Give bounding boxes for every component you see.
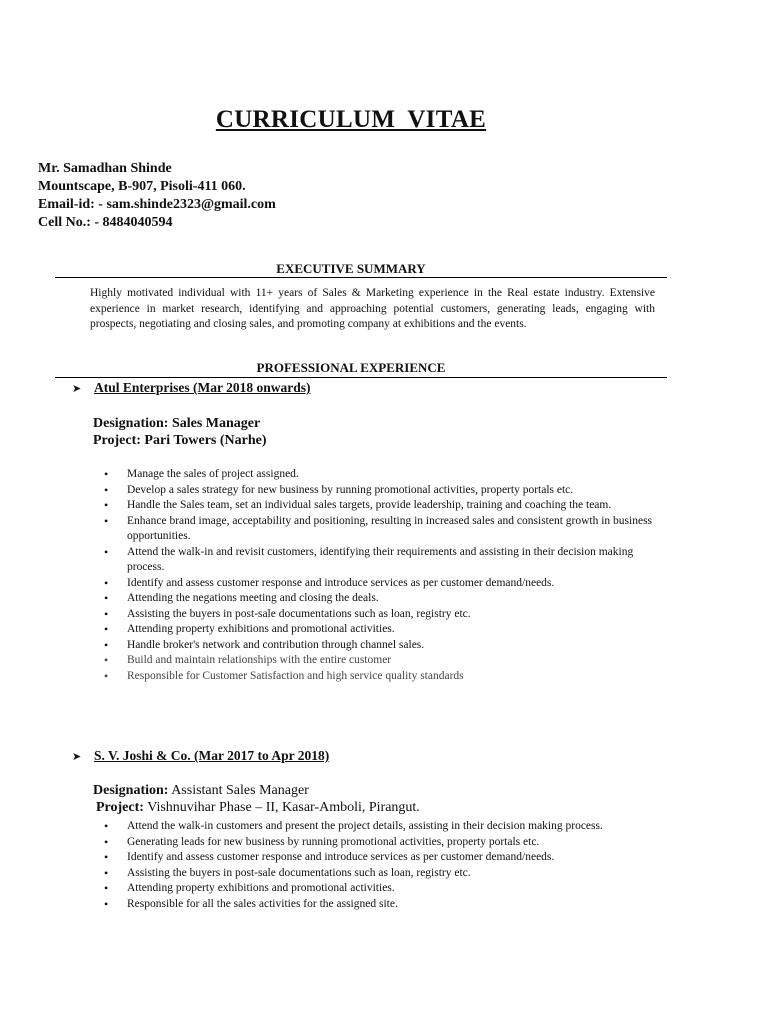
list-item: • Attending the negations meeting and closing the deals. <box>104 591 664 607</box>
designation-value: Assistant Sales Manager <box>171 783 309 798</box>
list-item: • Generating leads for new business by running promotional activities, property portals etc. <box>104 835 664 851</box>
arrow-bullet-icon: ➤ <box>72 383 82 395</box>
list-item: • Develop a sales strategy for new business by running promotional activities, property portals etc. <box>104 483 664 499</box>
job-project <box>96 799 420 817</box>
candidate-email: Email-id: - sam.shinde2323@gmail.com <box>38 197 276 212</box>
list-item: • Attending property exhibitions and promotional activities. <box>104 881 664 897</box>
contact-block <box>38 160 276 232</box>
professional-experience-heading: PROFESSIONAL EXPERIENCE <box>256 360 446 375</box>
list-item: • Responsible for Customer Satisfaction and high service quality standards <box>104 669 664 685</box>
list-item: • Attend the walk-in and revisit customers, identifying their requirements and assisting in their decision making process. <box>104 545 664 576</box>
designation-label: Designation: <box>93 783 169 798</box>
list-item: • Responsible for all the sales activities for the assigned site. <box>104 897 664 913</box>
company-name: Atul Enterprises (Mar 2018 onwards) <box>94 380 311 395</box>
section-divider <box>55 377 667 378</box>
executive-summary-text: Highly motivated individual with 11+ years of Sales & Marketing experience in the Real estate industry. Extensive experience in market research, identifying and approaching potential customers, generating leads, engaging with prospects, negotiating and closing sales, and promoting company at exhibitions and the events. <box>90 287 655 330</box>
list-item: • Build and maintain relationships with the entire customer <box>104 653 664 669</box>
list-item: • Manage the sales of project assigned. <box>104 467 664 483</box>
executive-summary-heading: EXECUTIVE SUMMARY <box>276 261 426 276</box>
list-item: • Handle the Sales team, set an individual sales targets, provide leadership, training and coaching the team. <box>104 498 664 514</box>
arrow-bullet-icon: ➤ <box>72 751 82 763</box>
list-item: • Attending property exhibitions and promotional activities. <box>104 622 664 638</box>
candidate-address: Mountscape, B-907, Pisoli-411 060. <box>38 179 246 194</box>
job-designation: Designation: Sales Manager <box>93 416 261 431</box>
candidate-name: Mr. Samadhan Shinde <box>38 161 172 176</box>
list-item: • Assisting the buyers in post-sale documentations such as loan, registry etc. <box>104 866 664 882</box>
job-responsibilities-list <box>104 819 664 912</box>
job-designation <box>93 782 309 800</box>
section-divider <box>55 277 667 278</box>
list-item: • Enhance brand image, acceptability and positioning, resulting in increased sales and consistent growth in business opportunities. <box>104 514 664 545</box>
project-label: Project: <box>96 800 144 815</box>
list-item: • Assisting the buyers in post-sale documentations such as loan, registry etc. <box>104 607 664 623</box>
candidate-cell: Cell No.: - 8484040594 <box>38 215 173 230</box>
project-value: Vishnuvihar Phase – II, Kasar-Amboli, Pirangut. <box>147 800 420 815</box>
job-company-heading <box>72 380 311 396</box>
list-item: • Attend the walk-in customers and present the project details, assisting in their decision making process. <box>104 819 664 835</box>
document-title: CURRICULUM VITAE <box>215 106 487 133</box>
job-responsibilities-list <box>104 467 664 684</box>
job-project: Project: Pari Towers (Narhe) <box>93 433 267 448</box>
list-item: • Handle broker's network and contribution through channel sales. <box>104 638 664 654</box>
company-name: S. V. Joshi & Co. (Mar 2017 to Apr 2018) <box>94 748 330 763</box>
list-item: • Identify and assess customer response and introduce services as per customer demand/needs. <box>104 576 664 592</box>
list-item: • Identify and assess customer response and introduce services as per customer demand/needs. <box>104 850 664 866</box>
job-company-heading <box>72 748 329 764</box>
